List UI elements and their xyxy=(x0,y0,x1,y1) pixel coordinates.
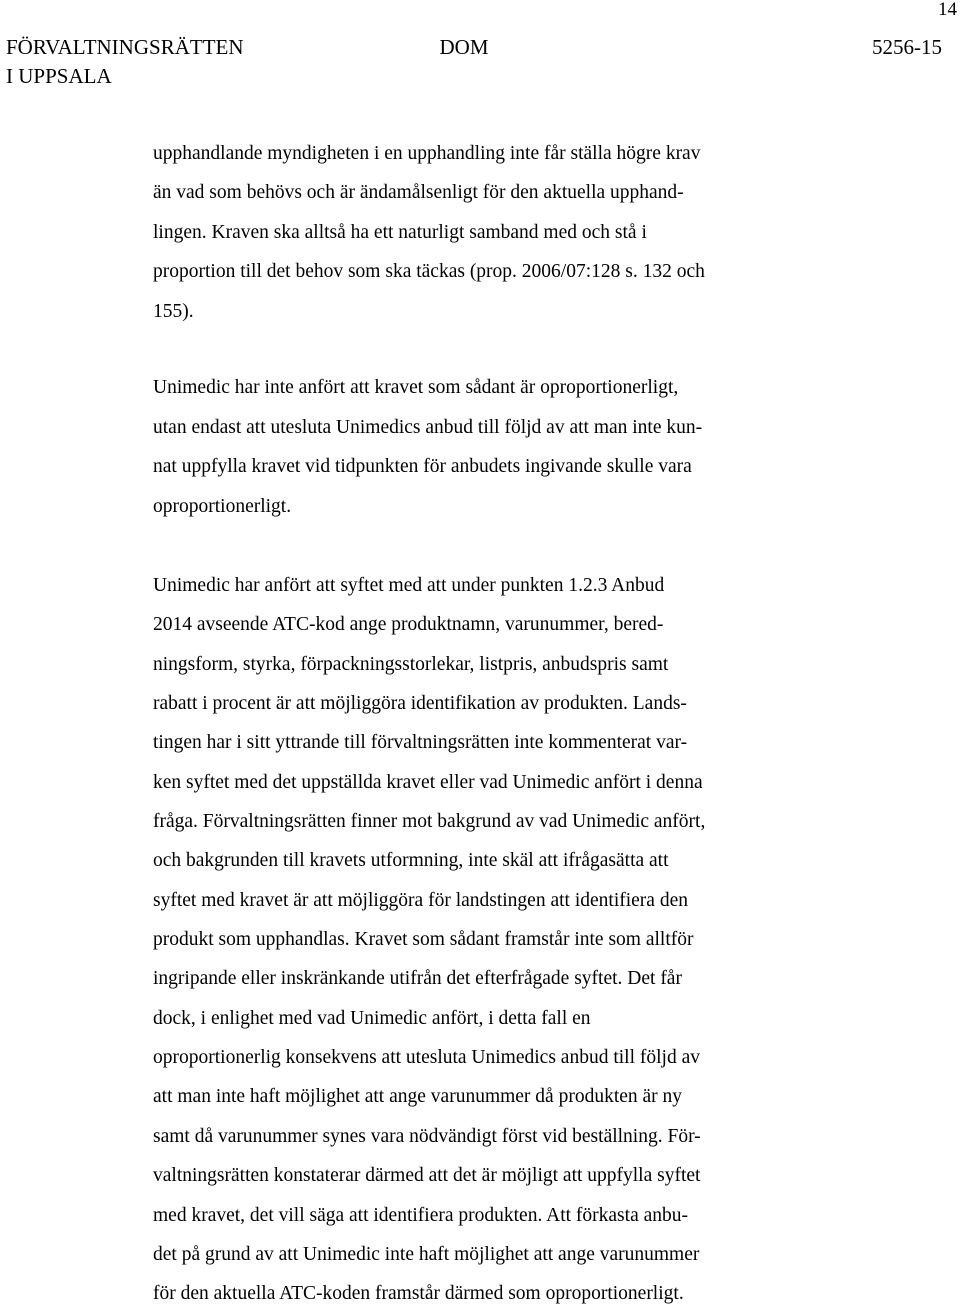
paragraph-line: ningsform, styrka, förpackningsstorlekar, listpris, anbudspris samt xyxy=(153,653,669,675)
paragraph-line: Unimedic har inte anfört att kravet som sådant är oproportionerligt, xyxy=(153,377,679,398)
paragraph-line: det på grund av att Unimedic inte haft möjlighet att ange varunummer xyxy=(153,1243,700,1265)
document-type: DOM xyxy=(439,35,489,59)
paragraph-line: upphandlande myndigheten i en upphandling inte får ställa högre krav xyxy=(153,143,701,164)
paragraph-line: proportion till det behov som ska täckas (prop. 2006/07:128 s. 132 och xyxy=(153,261,705,283)
paragraph-line: tingen har i sitt yttrande till förvaltningsrätten inte kommenterat var- xyxy=(153,732,688,754)
paragraph-line: för den aktuella ATC-koden framstår därmed som oproportionerligt. xyxy=(153,1283,684,1305)
paragraph-line: med kravet, det vill säga att identifiera produkten. Att förkasta anbu- xyxy=(153,1204,688,1226)
paragraph-line: nat uppfylla kravet vid tidpunkten för anbudets ingivande skulle vara xyxy=(153,456,692,478)
court-name-line-1: FÖRVALTNINGSRÄTTEN xyxy=(6,35,244,59)
paragraph-line: dock, i enlighet med vad Unimedic anfört, i detta fall en xyxy=(153,1007,591,1029)
paragraph-line: än vad som behövs och är ändamålsenligt för den aktuella upphand- xyxy=(153,182,684,204)
page-number: 14 xyxy=(938,0,957,20)
paragraph-2 xyxy=(153,368,813,526)
court-name-line-2: I UPPSALA xyxy=(6,64,112,88)
paragraph-line: produkt som upphandlas. Kravet som sådant framstår inte som alltför xyxy=(153,929,694,951)
paragraph-line: oproportionerligt. xyxy=(153,495,292,517)
paragraph-line: valtningsrätten konstaterar därmed att det är möjligt att uppfylla syftet xyxy=(153,1165,701,1187)
paragraph-line: fråga. Förvaltningsrätten finner mot bakgrund av vad Unimedic anfört, xyxy=(153,811,706,833)
paragraph-line: 2014 avseende ATC-kod ange produktnamn, varunummer, bered- xyxy=(153,614,664,636)
paragraph-line: ingripande eller inskränkande utifrån det efterfrågade syftet. Det får xyxy=(153,968,682,990)
paragraph-line: rabatt i procent är att möjliggöra identifikation av produkten. Lands- xyxy=(153,693,687,715)
paragraph-3 xyxy=(153,566,813,1314)
paragraph-line: att man inte haft möjlighet att ange varunummer då produkten är ny xyxy=(153,1086,683,1108)
paragraph-line: 155). xyxy=(153,300,194,322)
paragraph-line: ken syftet med det uppställda kravet eller vad Unimedic anfört i denna xyxy=(153,771,703,793)
paragraph-line: utan endast att utesluta Unimedics anbud till följd av att man inte kun- xyxy=(153,416,703,438)
paragraph-line: och bakgrunden till kravets utformning, inte skäl att ifrågasätta att xyxy=(153,850,669,872)
paragraph-line: samt då varunummer synes vara nödvändigt först vid beställning. För- xyxy=(153,1125,701,1147)
case-number: 5256-15 xyxy=(872,35,942,59)
paragraph-line: syftet med kravet är att möjliggöra för landstingen att identifiera den xyxy=(153,889,688,911)
paragraph-line: lingen. Kraven ska alltså ha ett naturligt samband med och stå i xyxy=(153,221,647,243)
paragraph-line: oproportionerlig konsekvens att utesluta Unimedics anbud till följd av xyxy=(153,1047,700,1069)
paragraph-line: Unimedic har anfört att syftet med att under punkten 1.2.3 Anbud xyxy=(153,575,665,596)
paragraph-1 xyxy=(153,134,813,331)
